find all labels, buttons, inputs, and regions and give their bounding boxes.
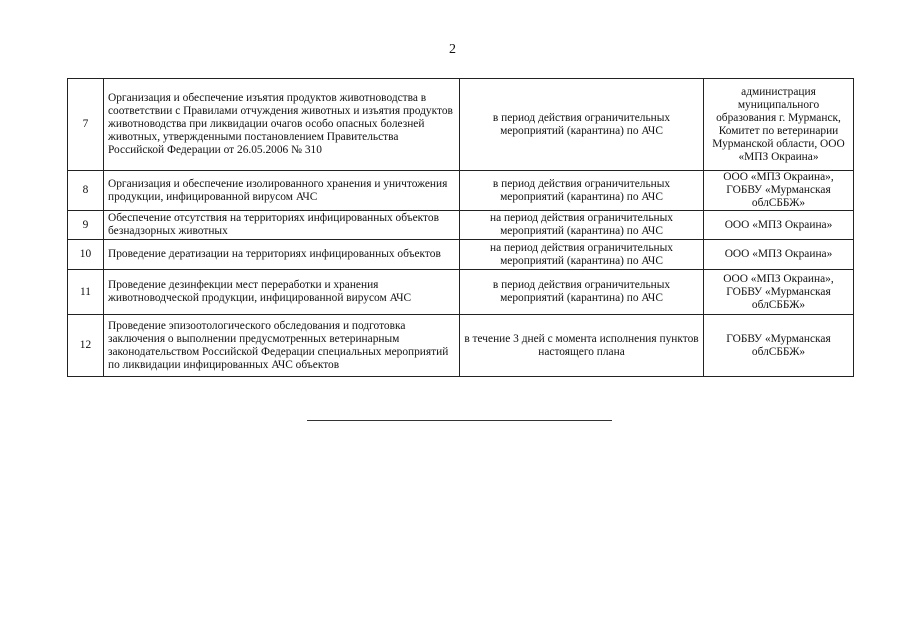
table-row (68, 171, 854, 211)
row-number: 12 (68, 315, 104, 377)
table-row (68, 240, 854, 270)
executor-cell: ООО «МПЗ Окраина» (704, 211, 854, 240)
row-number: 10 (68, 240, 104, 270)
table-row (68, 270, 854, 315)
executor-cell: ООО «МПЗ Окраина» (704, 240, 854, 270)
event-cell: Обеспечение отсутствия на территориях инфицированных объектов безнадзорных животных (104, 211, 460, 240)
term-cell: в период действия ограничительных мероприятий (карантина) по АЧС (460, 79, 704, 171)
executor-cell: ГОБВУ «Мурманская облСББЖ» (704, 315, 854, 377)
table-row (68, 79, 854, 171)
term-cell: в период действия ограничительных мероприятий (карантина) по АЧС (460, 171, 704, 211)
event-cell: Проведение дератизации на территориях инфицированных объектов (104, 240, 460, 270)
executor-cell: ООО «МПЗ Окраина», ГОБВУ «Мурманская облСББЖ» (704, 171, 854, 211)
event-cell: Организация и обеспечение изолированного хранения и уничтожения продукции, инфицированной вирусом АЧС (104, 171, 460, 211)
event-cell: Проведение эпизоотологического обследования и подготовка заключения о выполнении предусмотренных ветеринарным законодательством Российской Федерации специальных мероприятий по ликвидации инфицированных АЧС объектов (104, 315, 460, 377)
page-number: 2 (449, 42, 456, 57)
activities-table (67, 78, 854, 377)
row-number: 11 (68, 270, 104, 315)
executor-cell: администрация муниципального образования г. Мурманск, Комитет по ветеринарии Мурманской области, ООО «МПЗ Окраина» (704, 79, 854, 171)
end-of-document-line (307, 420, 612, 421)
term-cell: в течение 3 дней с момента исполнения пунктов настоящего плана (460, 315, 704, 377)
term-cell: на период действия ограничительных мероприятий (карантина) по АЧС (460, 211, 704, 240)
table-row (68, 315, 854, 377)
row-number: 8 (68, 171, 104, 211)
table-row (68, 211, 854, 240)
executor-cell: ООО «МПЗ Окраина», ГОБВУ «Мурманская облСББЖ» (704, 270, 854, 315)
row-number: 7 (68, 79, 104, 171)
event-cell: Проведение дезинфекции мест переработки и хранения животноводческой продукции, инфицированной вирусом АЧС (104, 270, 460, 315)
term-cell: в период действия ограничительных мероприятий (карантина) по АЧС (460, 270, 704, 315)
term-cell: на период действия ограничительных мероприятий (карантина) по АЧС (460, 240, 704, 270)
row-number: 9 (68, 211, 104, 240)
event-cell: Организация и обеспечение изъятия продуктов животноводства в соответствии с Правилами отчуждения животных и изъятия продуктов животноводства при ликвидации очагов особо опасных болезней животных, утвержденными постановлением Правительства Российской Федерации от 26.05.2006 № 310 (104, 79, 460, 171)
